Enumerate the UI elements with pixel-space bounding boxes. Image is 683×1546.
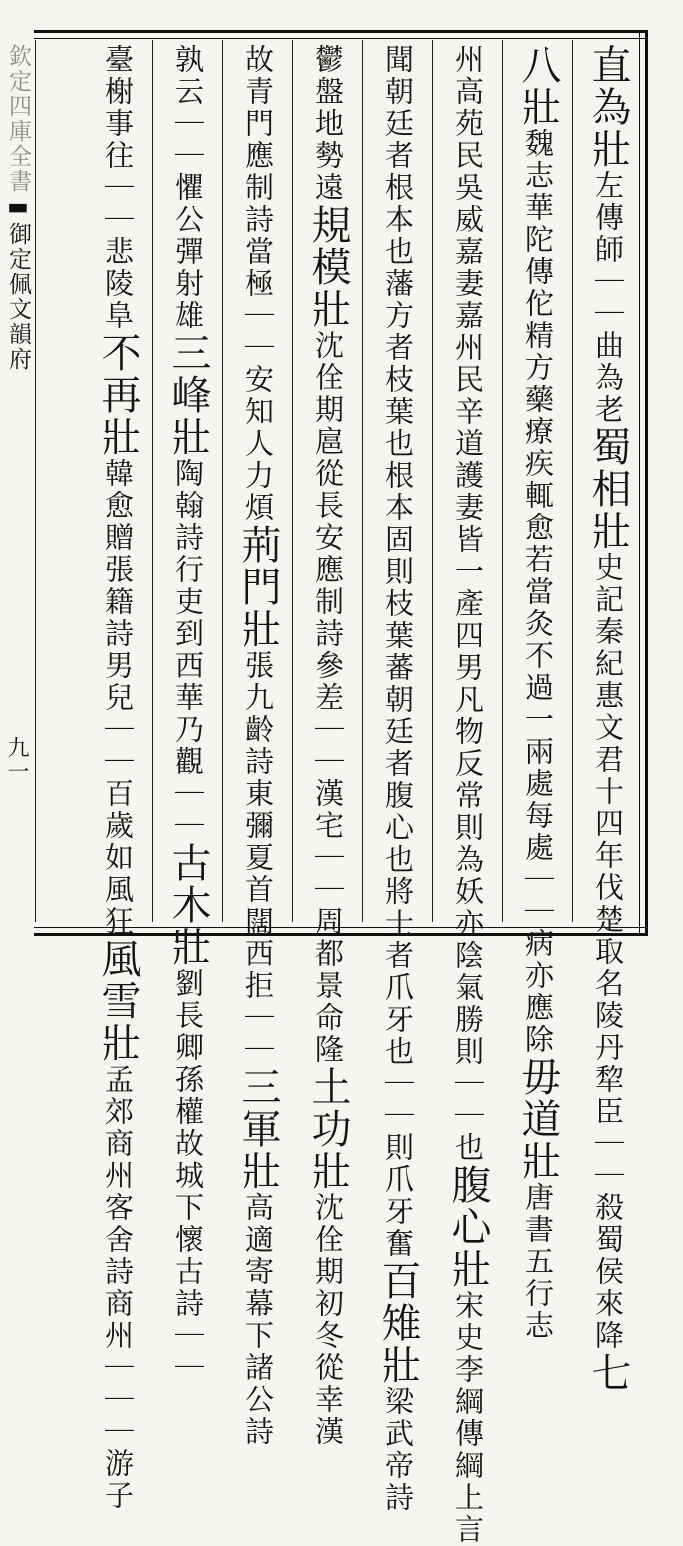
annotation: 梁武帝詩: [381, 1386, 415, 1514]
annotation: 鬱盤地勢遠: [311, 44, 345, 204]
annotation: 唐書五行志: [521, 1182, 555, 1342]
annotation: 聞朝廷者根本也藩方者枝葉也根本固則枝葉蕃朝廷者腹心也將士者爪牙也｜｜則爪牙奮: [381, 44, 415, 1260]
text-column: [514, 44, 561, 1342]
annotation: 陶翰詩行吏到西華乃觀｜｜: [171, 458, 205, 842]
annotation: 劉長卿孫權故城下懷古詩｜｜: [171, 968, 205, 1384]
column-divider: [502, 40, 503, 922]
headword: 風雪壯: [95, 938, 141, 1064]
annotation: 左傳師｜｜曲為老: [591, 170, 625, 426]
gutter-separator: ▬: [5, 194, 31, 222]
annotation: 魏志華陀傳佗精方藥療疾輒愈若當灸不過一兩處每處｜｜病亦應除: [521, 128, 555, 1056]
annotation: 張九齡詩東彌夏首闊西拒｜｜: [241, 650, 275, 1066]
column-divider: [222, 40, 223, 922]
faded-collection-title: 欽定四庫全書: [5, 44, 31, 194]
annotation: 沈佺期初冬從幸漢: [311, 1192, 345, 1448]
annotation: 故青門應制詩當極｜｜安知人力煩: [241, 44, 275, 524]
column-divider: [152, 40, 153, 922]
column-divider: [292, 40, 293, 922]
annotation: 高適寄幕下諸公詩: [241, 1192, 275, 1448]
column-divider: [572, 40, 573, 922]
text-column: [584, 44, 631, 1394]
headword: 荊門壯: [235, 524, 281, 650]
headword: 七: [585, 1352, 631, 1394]
headword: 直為壯: [585, 44, 631, 170]
headword: 古木壯: [165, 842, 211, 968]
text-column: [234, 44, 281, 1448]
headword: 三峰壯: [165, 332, 211, 458]
annotation: 州高苑民吳威嘉妻嘉州民辛道護妻皆一產四男凡物反常則為妖亦陰氣勝則｜｜也: [451, 44, 485, 1164]
text-column: [304, 44, 351, 1448]
book-title: 御定佩文韻府: [5, 222, 31, 372]
annotation: 宋史李綱傳綱上言: [451, 1290, 485, 1546]
column-divider: [362, 40, 363, 922]
text-column: [164, 44, 211, 1384]
annotation: 孟郊商州客舍詩商州｜｜｜游子: [101, 1064, 135, 1512]
text-column: [374, 44, 421, 1514]
border-inner-right: [639, 33, 640, 933]
headword: 不再壯: [95, 332, 141, 458]
text-column: [94, 44, 141, 1512]
annotation: 臺榭事往｜｜悲陵阜: [101, 44, 135, 332]
border-inner-top: [34, 38, 645, 39]
page-number: 九一: [4, 736, 29, 784]
headword: 蜀相壯: [585, 426, 631, 552]
annotation: 史記秦紀惠文君十四年伐楚取名陵丹犂臣｜｜殺蜀侯來降: [591, 552, 625, 1352]
column-divider: [432, 40, 433, 922]
annotation: 沈佺期扈從長安應制詩參差｜｜漢宅｜｜周都景命隆: [311, 330, 345, 1066]
annotation: 孰云｜｜懼公彈射雄: [171, 44, 205, 332]
headword: 規模壯: [305, 204, 351, 330]
annotation: 韓愈贈張籍詩男兒｜｜百歲如風狂: [101, 458, 135, 938]
headword: 土功壯: [305, 1066, 351, 1192]
text-column: [444, 44, 491, 1546]
headword: 毋道壯: [515, 1056, 561, 1182]
headword: 八壯: [515, 44, 561, 128]
headword: 三軍壯: [235, 1066, 281, 1192]
headword: 百雉壯: [375, 1260, 421, 1386]
column-divider: [35, 40, 36, 922]
headword: 腹心壯: [445, 1164, 491, 1290]
